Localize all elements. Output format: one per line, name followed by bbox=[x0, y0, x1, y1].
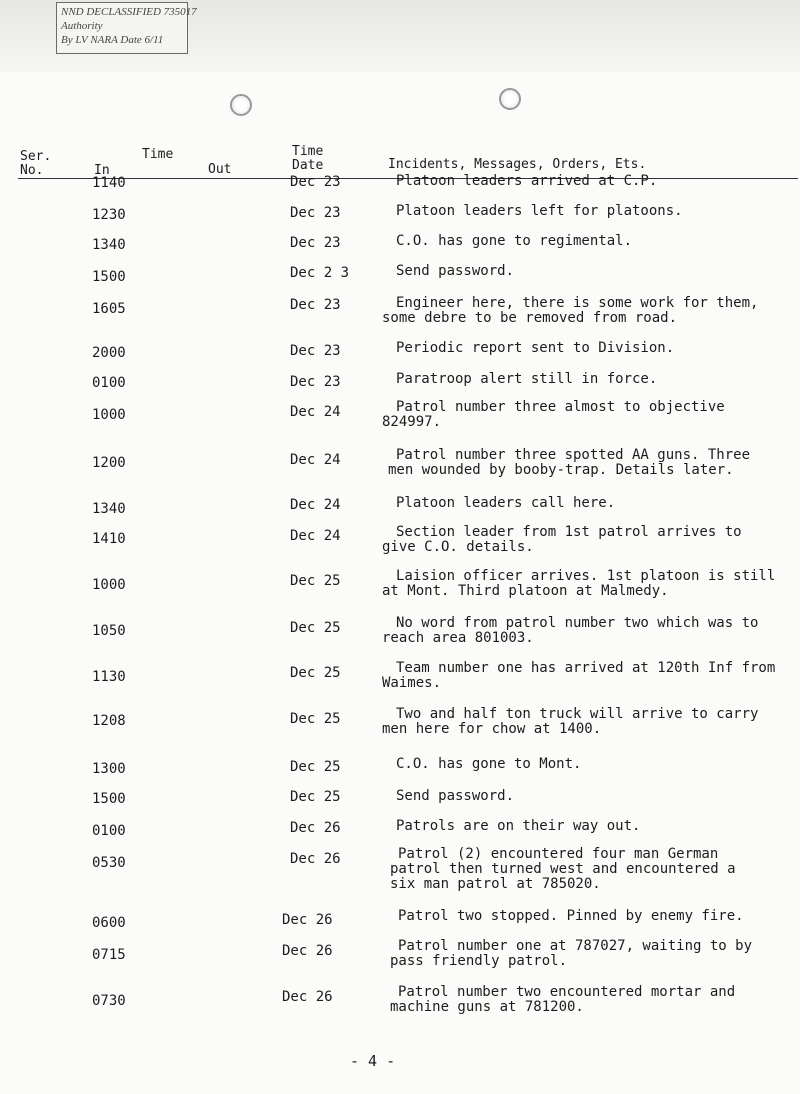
row-in: 1605 bbox=[92, 301, 126, 317]
row-date: Dec 25 bbox=[290, 789, 341, 805]
row-date: Dec 23 bbox=[290, 205, 341, 221]
row-date: Dec 26 bbox=[282, 912, 333, 928]
row-message: Section leader from 1st patrol arrives to give C.O. details. bbox=[382, 524, 742, 555]
row-date: Dec 24 bbox=[290, 404, 341, 420]
row-in: 1208 bbox=[92, 713, 126, 729]
row-date: Dec 23 bbox=[290, 174, 341, 190]
row-in: 1340 bbox=[92, 237, 126, 253]
row-message: Send password. bbox=[396, 263, 515, 279]
row-in: 1200 bbox=[92, 455, 126, 471]
row-date: Dec 25 bbox=[290, 573, 341, 589]
row-message: Send password. bbox=[396, 788, 515, 804]
row-in: 1300 bbox=[92, 761, 126, 777]
row-in: 1500 bbox=[92, 269, 126, 285]
row-message: Platoon leaders left for platoons. bbox=[396, 203, 683, 219]
row-date: Dec 25 bbox=[290, 711, 341, 727]
row-in: 0600 bbox=[92, 915, 126, 931]
stamp-line-1: NND DECLASSIFIED 735017 bbox=[61, 6, 197, 18]
stamp-line-3: By LV NARA Date 6/11 bbox=[61, 34, 164, 46]
row-date: Dec 2 3 bbox=[290, 265, 350, 281]
header-time-date-2: Date bbox=[292, 158, 324, 173]
row-date: Dec 23 bbox=[290, 297, 341, 313]
row-in: 1140 bbox=[92, 175, 126, 191]
punch-hole-right bbox=[499, 88, 521, 110]
row-message: Platoon leaders call here. bbox=[396, 495, 616, 511]
row-date: Dec 23 bbox=[290, 343, 341, 359]
header-incidents: Incidents, Messages, Orders, Ets. bbox=[388, 157, 647, 172]
page-number: - 4 - bbox=[350, 1052, 396, 1070]
row-in: 0530 bbox=[92, 855, 126, 871]
row-message: Platoon leaders arrived at C.P. bbox=[396, 173, 658, 189]
header-time: Time bbox=[142, 147, 174, 162]
row-message: Team number one has arrived at 120th Inf from Waimes. bbox=[382, 660, 776, 691]
header-out: Out bbox=[208, 162, 232, 177]
row-date: Dec 23 bbox=[290, 374, 341, 390]
stamp-line-2: Authority bbox=[61, 20, 103, 32]
row-in: 0100 bbox=[92, 375, 126, 391]
row-in: 2000 bbox=[92, 345, 126, 361]
row-date: Dec 26 bbox=[282, 943, 333, 959]
row-message: Two and half ton truck will arrive to carry men here for chow at 1400. bbox=[382, 706, 759, 737]
row-message: C.O. has gone to regimental. bbox=[396, 233, 633, 249]
header-time-date-1: Time bbox=[292, 144, 324, 159]
row-in: 0715 bbox=[92, 947, 126, 963]
row-message: Patrol two stopped. Pinned by enemy fire. bbox=[398, 908, 744, 924]
row-in: 1000 bbox=[92, 407, 126, 423]
row-message: Patrol number three almost to objective 824997. bbox=[382, 399, 725, 430]
row-message: Patrol (2) encountered four man German patrol then turned west and encountered a six man patrol at 785020. bbox=[390, 846, 736, 892]
row-date: Dec 24 bbox=[290, 528, 341, 544]
row-in: 1230 bbox=[92, 207, 126, 223]
row-message: Patrol number two encountered mortar and machine guns at 781200. bbox=[390, 984, 736, 1015]
row-date: Dec 24 bbox=[290, 497, 341, 513]
row-message: C.O. has gone to Mont. bbox=[396, 756, 582, 772]
row-in: 0730 bbox=[92, 993, 126, 1009]
row-message: Paratroop alert still in force. bbox=[396, 371, 658, 387]
row-message: Patrol number three spotted AA guns. Three men wounded by booby-trap. Details later. bbox=[388, 447, 751, 478]
row-date: Dec 26 bbox=[290, 851, 341, 867]
row-in: 1500 bbox=[92, 791, 126, 807]
row-in: 0100 bbox=[92, 823, 126, 839]
row-date: Dec 26 bbox=[282, 989, 333, 1005]
row-date: Dec 24 bbox=[290, 452, 341, 468]
row-message: Laision officer arrives. 1st platoon is still at Mont. Third platoon at Malmedy. bbox=[382, 568, 776, 599]
row-date: Dec 25 bbox=[290, 759, 341, 775]
punch-hole-left bbox=[230, 94, 252, 116]
row-message: Engineer here, there is some work for them, some debre to be removed from road. bbox=[382, 295, 759, 326]
row-date: Dec 23 bbox=[290, 235, 341, 251]
header-no: No. bbox=[20, 163, 44, 178]
row-in: 1130 bbox=[92, 669, 126, 685]
row-date: Dec 26 bbox=[290, 820, 341, 836]
header-ser: Ser. bbox=[20, 149, 52, 164]
header-in: In bbox=[94, 163, 110, 178]
row-date: Dec 25 bbox=[290, 665, 341, 681]
declassified-stamp bbox=[56, 2, 197, 54]
row-message: Patrol number one at 787027, waiting to by pass friendly patrol. bbox=[390, 938, 753, 969]
row-in: 1000 bbox=[92, 577, 126, 593]
row-in: 1340 bbox=[92, 501, 126, 517]
row-date: Dec 25 bbox=[290, 620, 341, 636]
row-message: Periodic report sent to Division. bbox=[396, 340, 675, 356]
row-message: Patrols are on their way out. bbox=[396, 818, 641, 834]
row-in: 1050 bbox=[92, 623, 126, 639]
row-message: No word from patrol number two which was to reach area 801003. bbox=[382, 615, 759, 646]
row-in: 1410 bbox=[92, 531, 126, 547]
